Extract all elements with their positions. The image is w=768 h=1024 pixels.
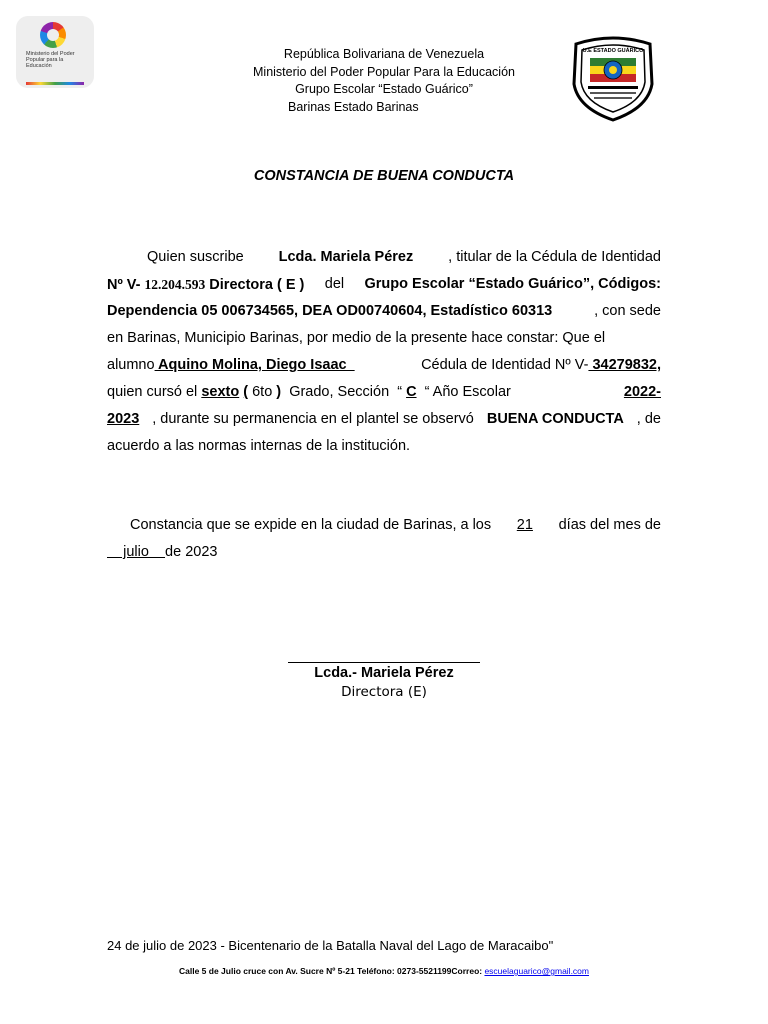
- text-span: , con sede: [594, 303, 661, 319]
- document-title: CONSTANCIA DE BUENA CONDUCTA: [253, 168, 515, 184]
- header-ministry: Ministerio del Poder Popular Para la Educación: [253, 65, 515, 79]
- footer-commemoration: 24 de julio de 2023 - Bicentenario de la Batalla Naval del Lago de Maracaibo": [107, 938, 554, 953]
- text-span: , de: [636, 411, 661, 427]
- text-span: del: [324, 276, 345, 292]
- text-span: acuerdo a las normas internas de la institución.: [107, 438, 411, 454]
- signature-line: [288, 662, 480, 663]
- text-span: días del mes de: [554, 517, 661, 533]
- body-line-4: [107, 325, 661, 352]
- issue-year: de 2023: [165, 544, 218, 560]
- grade-number: 6to: [248, 384, 277, 400]
- school-codes: Dependencia 05 006734565, DEA OD00740604, Estadístico 60313: [107, 303, 553, 319]
- body-line-5: [107, 352, 661, 379]
- issue-line-2: [107, 539, 661, 566]
- body-line-7: [107, 406, 661, 433]
- certificate-body: [107, 244, 661, 460]
- text-span: ): [276, 384, 282, 400]
- director-name: Lcda. Mariela Pérez: [278, 249, 414, 265]
- email-link[interactable]: escuelaguarico@gmail.com: [484, 966, 589, 976]
- header-location: Barinas Estado Barinas: [288, 100, 419, 114]
- signer-role: Directora (E): [341, 684, 427, 700]
- text-span: alumno: [107, 357, 155, 373]
- body-line-3: [107, 298, 661, 325]
- text-span: Quien suscribe: [147, 249, 244, 265]
- director-title: Directora ( E ): [205, 277, 305, 293]
- text-span: Grado, Sección “: [281, 384, 407, 400]
- text-span: en Barinas, Municipio Barinas, por medio de la presente hace constar: Que el: [107, 330, 606, 346]
- text-span: Nº V-: [107, 277, 145, 293]
- issue-day: 21: [516, 517, 533, 533]
- school-name-codes: Grupo Escolar “Estado Guárico”, Códigos:: [364, 276, 661, 292]
- issue-month: julio: [107, 544, 166, 560]
- body-line-6: [107, 379, 661, 406]
- student-name: Aquino Molina, Diego Isaac: [154, 357, 355, 373]
- grade-word: sexto: [201, 384, 240, 400]
- section-letter: C: [406, 384, 417, 400]
- student-id-number: 34279832,: [588, 357, 661, 373]
- issue-line-1: [107, 512, 661, 539]
- text-span: , titular de la Cédula de Identidad: [448, 249, 661, 265]
- ministry-logo-text: Ministerio del Poder Popular para la Educación: [26, 51, 75, 69]
- header-republic: República Bolivariana de Venezuela: [283, 47, 485, 61]
- text-span: (: [243, 384, 249, 400]
- text-span: quien cursó el: [107, 384, 202, 400]
- conduct-rating: BUENA CONDUCTA: [486, 411, 624, 427]
- school-year-start: 2022-: [623, 384, 661, 400]
- body-line-8: [107, 433, 661, 460]
- issue-statement: [107, 512, 661, 566]
- text-span: , durante su permanencia en el plantel se observó: [152, 411, 474, 427]
- text-span: “ Año Escolar: [416, 384, 511, 400]
- header-school: Grupo Escolar “Estado Guárico”: [295, 82, 473, 96]
- body-line-1: [107, 244, 661, 271]
- text-span: Cédula de Identidad Nº V-: [413, 357, 589, 373]
- text-span: Constancia que se expide en la ciudad de Barinas, a los: [130, 517, 496, 533]
- shield-text: U.E ESTADO GUÁRICO: [582, 48, 644, 54]
- signer-name: Lcda.- Mariela Pérez: [314, 665, 454, 681]
- director-id-number: 12.204.593: [144, 277, 206, 292]
- body-line-2: [107, 271, 661, 298]
- school-year-end: 2023: [107, 411, 140, 427]
- ministry-logo-ring-icon: [40, 22, 66, 48]
- footer-address: [0, 966, 768, 976]
- address-text: Calle 5 de Julio cruce con Av. Sucre Nº 5-21 Teléfono: 0273-5521199Correo:: [179, 966, 485, 976]
